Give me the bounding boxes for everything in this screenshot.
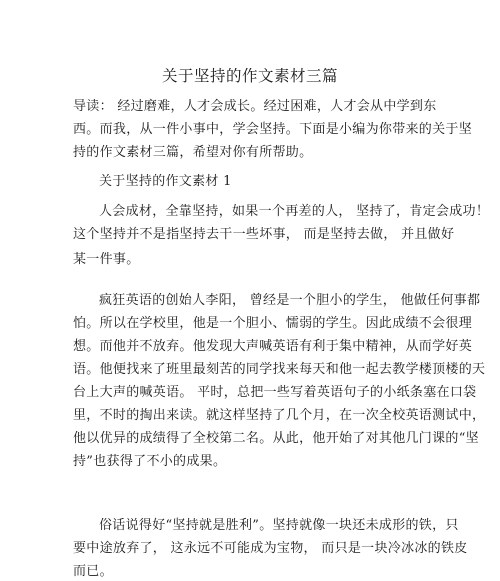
paragraph-line: 语。他便找来了班里最刻苦的同学找来每天和他一起去教学楼顶楼的天 [73, 362, 486, 377]
intro-line: 西。而我，从一件小事中，学会坚持。下面是小编为你带来的关于坚 [73, 122, 473, 137]
paragraph-line: 怕。所以在学校里，他是一个胆小、懦弱的学生。因此成绩不会很理 [73, 316, 473, 331]
paragraph-line: 里，不时的掏出来读。就这样坚持了几个月，在一次全校英语测试中， [73, 408, 486, 423]
paragraph-line: 要中途放弃了， 这永远不可能成为宝物， 而只是一块冷冰冰的铁皮 [73, 541, 468, 556]
intro-line: 持的作文素材三篇，希望对你有所帮助。 [73, 145, 313, 160]
paragraph-line: 这个坚持并不是指坚持去干一些坏事， 而是坚持去做， 并且做好 [73, 227, 455, 242]
paragraph-line: 俗话说得好“坚持就是胜利”。坚持就像一块还未成形的铁，只 [99, 518, 459, 533]
paragraph-line: 他以优异的成绩得了全校第二名。从此，他开始了对其他几门课的“坚 [73, 431, 479, 446]
paragraph-line: 台上大声的喊英语。 平时，总把一些写着英语句子的小纸条塞在口袋 [73, 385, 477, 400]
paragraph-line: 疯狂英语的创始人李阳， 曾经是一个胆小的学生， 他做任何事都 [99, 293, 481, 308]
intro-line: 导读： 经过磨难，人才会成长。经过困难，人才会从中学到东 [73, 99, 437, 114]
paragraph-line: 想。而他并不放弃。他发现大声喊英语有利于集中精神，从而学好英 [73, 339, 473, 354]
section-heading: 关于坚持的作文素材 1 [99, 174, 232, 189]
paragraph-line: 某一件事。 [73, 252, 140, 267]
paragraph-line: 而已。 [73, 564, 113, 579]
paragraph-line: 人会成材，全靠坚持，如果一个再差的人， 坚持了，肯定会成功！ [99, 204, 490, 219]
paragraph-line: 持”也获得了不小的成果。 [73, 454, 227, 469]
document-title: 关于坚持的作文素材三篇 [161, 67, 338, 85]
